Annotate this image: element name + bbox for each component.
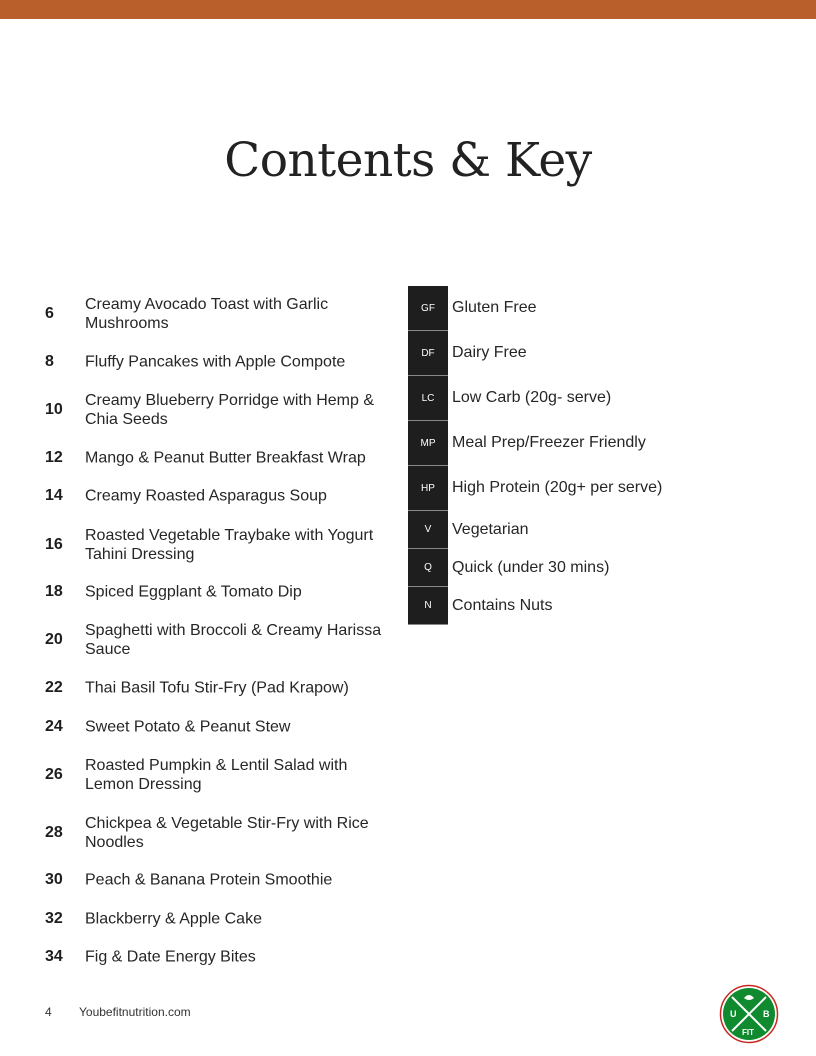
- toc-recipe-title: Creamy Avocado Toast with Garlic Mushrooms: [85, 296, 329, 332]
- list-item: [0, 486, 400, 506]
- toc-page-number: 12: [45, 449, 63, 466]
- key-badge: V: [408, 511, 448, 549]
- toc-page-number: 14: [45, 487, 63, 504]
- toc-page-number: 10: [45, 401, 63, 418]
- toc-recipe-title: Creamy Roasted Asparagus Soup: [85, 487, 327, 505]
- toc-page-number: 24: [45, 718, 63, 735]
- list-item: [0, 582, 400, 602]
- list-item: [0, 717, 400, 737]
- list-item: [0, 813, 400, 853]
- key-item-low-carb: [408, 376, 708, 420]
- key-badge: LC: [408, 376, 448, 421]
- key-label: Low Carb (20g- serve): [452, 389, 612, 406]
- list-item: [0, 390, 400, 430]
- key-badge: MP: [408, 421, 448, 466]
- list-item: [0, 678, 400, 698]
- key-label: Meal Prep/Freezer Friendly: [452, 434, 646, 451]
- toc-recipe-title: Thai Basil Tofu Stir-Fry (Pad Krapow): [85, 679, 349, 697]
- toc-page-number: 34: [45, 948, 63, 965]
- footer-page-number: 4: [45, 1005, 52, 1019]
- list-item: [0, 755, 400, 795]
- list-item: [0, 294, 400, 334]
- toc-recipe-title: Mango & Peanut Butter Breakfast Wrap: [85, 449, 366, 467]
- toc-recipe-title: Sweet Potato & Peanut Stew: [85, 718, 291, 736]
- toc-recipe-title: Roasted Vegetable Traybake with Yogurt Tahini Dressing: [85, 527, 374, 563]
- key-item-high-protein: [408, 466, 708, 510]
- list-item: [0, 352, 400, 372]
- key-label: Vegetarian: [452, 520, 529, 538]
- key-badge: GF: [408, 286, 448, 331]
- list-item: [0, 909, 400, 929]
- toc-page-number: 28: [45, 824, 63, 841]
- logo-letter-u: U: [730, 1009, 737, 1019]
- toc-page-number: 16: [45, 536, 63, 553]
- toc-recipe-title: Roasted Pumpkin & Lentil Salad with Lemon Dressing: [85, 757, 348, 793]
- contents-list: [0, 0, 400, 1000]
- key-item-meal-prep: [408, 421, 708, 465]
- key-badge: HP: [408, 466, 448, 511]
- toc-recipe-title: Spiced Eggplant & Tomato Dip: [85, 583, 302, 601]
- toc-page-number: 18: [45, 583, 63, 600]
- key-item-contains-nuts: [408, 587, 708, 624]
- key-label: Gluten Free: [452, 299, 537, 316]
- key-item-gluten-free: [408, 286, 708, 330]
- toc-recipe-title: Fluffy Pancakes with Apple Compote: [85, 353, 346, 371]
- toc-page-number: 32: [45, 910, 63, 927]
- footer-website: Youbefitnutrition.com: [79, 1005, 191, 1019]
- toc-recipe-title: Chickpea & Vegetable Stir-Fry with Rice Noodles: [85, 815, 369, 851]
- key-badge: DF: [408, 331, 448, 376]
- logo-word-fit: FIT: [742, 1028, 754, 1037]
- list-item: [0, 870, 400, 890]
- toc-recipe-title: Peach & Banana Protein Smoothie: [85, 871, 333, 889]
- toc-recipe-title: Blackberry & Apple Cake: [85, 910, 262, 928]
- page-title: Contents & Key: [224, 133, 592, 188]
- list-item: [0, 947, 400, 967]
- list-item: [0, 525, 400, 565]
- toc-page-number: 26: [45, 766, 63, 783]
- toc-recipe-title: Fig & Date Energy Bites: [85, 948, 256, 966]
- key-badge: Q: [408, 549, 448, 587]
- ubfit-logo-icon: [718, 983, 780, 1045]
- toc-page-number: 22: [45, 679, 63, 696]
- logo-letter-b: B: [763, 1009, 770, 1019]
- key-item-vegetarian: [408, 511, 708, 548]
- list-item: [0, 448, 400, 468]
- key-label: High Protein (20g+ per serve): [452, 479, 663, 496]
- toc-page-number: 20: [45, 631, 63, 648]
- key-item-quick: [408, 549, 708, 586]
- toc-page-number: 8: [45, 353, 54, 370]
- key-label: Dairy Free: [452, 344, 527, 361]
- key-label: Quick (under 30 mins): [452, 558, 610, 576]
- list-item: [0, 620, 400, 660]
- key-label: Contains Nuts: [452, 596, 553, 614]
- toc-page-number: 6: [45, 305, 54, 322]
- toc-page-number: 30: [45, 871, 63, 888]
- key-item-dairy-free: [408, 331, 708, 375]
- toc-recipe-title: Creamy Blueberry Porridge with Hemp & Chia Seeds: [85, 392, 374, 428]
- toc-recipe-title: Spaghetti with Broccoli & Creamy Harissa Sauce: [85, 622, 382, 658]
- key-badge: N: [408, 587, 448, 625]
